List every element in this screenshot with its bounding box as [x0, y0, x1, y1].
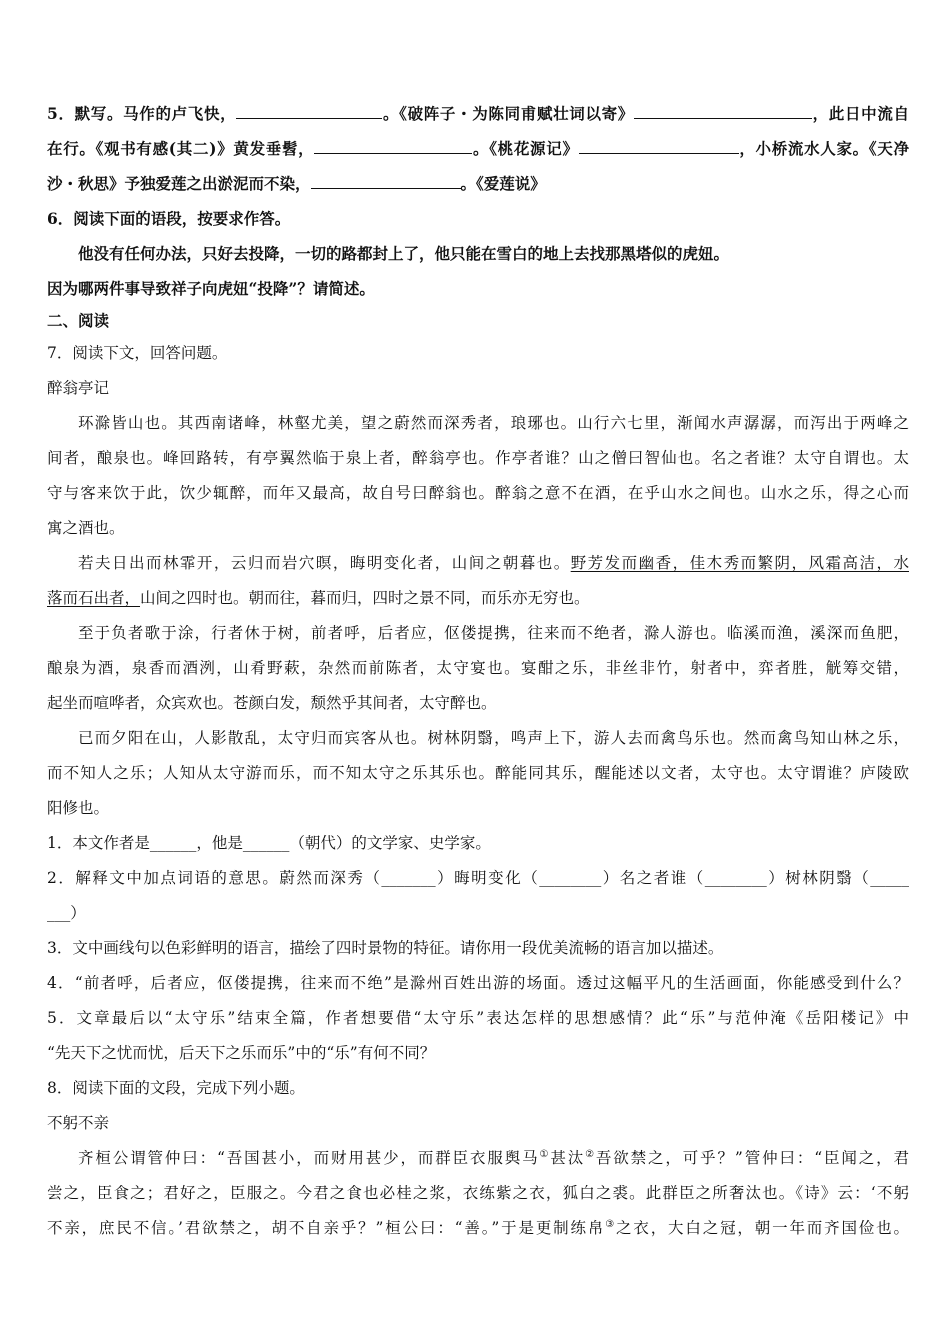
underlined-sentence: 落而石出者， [47, 589, 141, 607]
q8-text: 甚汰 [550, 1149, 586, 1167]
footnote-marker: ① [539, 1148, 551, 1160]
fill-blank[interactable] [236, 101, 382, 119]
q5-text: 5．默写。马作的卢飞快， [47, 104, 237, 123]
q6-prompt: 6．阅读下面的语段，按要求作答。 [47, 209, 291, 228]
q5-text: 在行。《观书有感(其二)》黄发垂髫， [47, 139, 315, 158]
q8-text: 齐桓公谓管仲曰：“吾国甚小，而财用甚少，而群臣衣服舆马 [78, 1149, 540, 1167]
q7-passage-title: 醉翁亭记 [47, 379, 110, 397]
q8-passage-title: 不躬不亲 [47, 1114, 110, 1132]
q5-text: 。《破阵子・为陈同甫赋壮词以寄》 [382, 104, 634, 123]
section-heading-reading: 二、阅读 [47, 311, 110, 330]
q5-text: 沙・秋思》予独爱莲之出淤泥而不染， [47, 174, 311, 193]
fill-blank[interactable] [311, 171, 461, 189]
q7-p2-line-1 [47, 546, 909, 581]
q8-line-2: 尝之，臣食之；君好之，臣服之。今君之食也必桂之浆，衣练紫之衣，狐白之裘。此群臣之所奢汰也。《诗》云：‘不躬 [47, 1184, 909, 1202]
underlined-sentence: 野芳发而幽香，佳木秀而繁阴，风霜高洁，水 [570, 554, 909, 572]
q8-prompt: 8．阅读下面的文段，完成下列小题。 [47, 1079, 305, 1097]
q8-text: 吾欲禁之，可乎？”管仲曰：“臣闻之，君 [595, 1149, 909, 1167]
q8-line-1 [47, 1141, 909, 1176]
q8-text: 不亲，庶民不信。’君欲禁之，胡不自亲乎？”桓公曰：“善。”于是更制练帛 [47, 1219, 606, 1237]
q5-line-1 [47, 96, 909, 131]
q7-subquestion-5: 5．文章最后以“太守乐”结束全篇，作者想要借“太守乐”表达怎样的思想感情？此“乐”与范仲淹《岳阳楼记》中 [47, 1009, 909, 1027]
q7-p3-line: 酿泉为酒，泉香而酒洌，山肴野蔌，杂然而前陈者，太守宴也。宴酣之乐，非丝非竹，射者中，弈者胜，觥筹交错， [47, 659, 909, 677]
footnote-marker: ③ [605, 1218, 617, 1230]
q5-text: ，小桥流水人家。《天净 [738, 139, 909, 158]
q6-question: 因为哪两件事导致祥子向虎妞“投降”？请简述。 [47, 279, 375, 298]
q7-p1-line: 寓之酒也。 [47, 519, 125, 537]
q7-subquestion-1: 1．本文作者是______，他是______（朝代）的文学家、史学家。 [47, 834, 491, 852]
q7-p1-line: 守与客来饮于此，饮少辄醉，而年又最高，故自号曰醉翁也。醉翁之意不在酒，在乎山水之间也。山水之乐，得之心而 [47, 484, 909, 502]
q7-subquestion-3: 3．文中画线句以色彩鲜明的语言，描绘了四时景物的特征。请你用一段优美流畅的语言加以描述。 [47, 939, 724, 957]
q7-prompt: 7．阅读下文，回答问题。 [47, 344, 228, 362]
fill-blank[interactable] [634, 101, 812, 119]
q5-line-2 [47, 131, 909, 166]
q7-p1-line: 环滁皆山也。其西南诸峰，林壑尤美，望之蔚然而深秀者，琅琊也。山行六七里，渐闻水声潺潺，而泻出于两峰之 [78, 414, 909, 432]
q5-text: 。《桃花源记》 [472, 139, 579, 158]
q5-text: ，此日中流自 [811, 104, 909, 123]
q7-p2-text: 若夫日出而林霏开，云归而岩穴暝，晦明变化者，山间之朝暮也。 [78, 554, 571, 572]
q7-p2-text: 山间之四时也。朝而往，暮而归，四时之景不同，而乐亦无穷也。 [140, 589, 590, 607]
exam-page [47, 96, 909, 1246]
q6-passage: 他没有任何办法，只好去投降，一切的路都封上了，他只能在雪白的地上去找那黑塔似的虎妞。 [78, 244, 730, 263]
q7-subquestion-5-cont: “先天下之忧而忧，后天下之乐而乐”中的“乐”有何不同？ [47, 1044, 436, 1062]
fill-blank[interactable] [314, 136, 472, 154]
q7-p1-line: 间者，酿泉也。峰回路转，有亭翼然临于泉上者，醉翁亭也。作亭者谁？山之僧曰智仙也。名之者谁？太守自谓也。太 [47, 449, 909, 467]
q5-line-3 [47, 166, 909, 201]
q8-text: 之衣，大白之冠，朝一年而齐国俭也。 [616, 1219, 909, 1237]
q7-subquestion-4: 4．“前者呼，后者应，伛偻提携，往来而不绝”是滁州百姓出游的场面。透过这幅平凡的生活画面，你能感受到什么？ [47, 974, 909, 992]
q7-subquestion-2: 2．解释文中加点词语的意思。蔚然而深秀（_______）晦明变化（________）名之者谁（________）树林阴翳（_____ [47, 869, 909, 887]
fill-blank[interactable] [579, 136, 739, 154]
q7-p3-line: 起坐而喧哗者，众宾欢也。苍颜白发，颓然乎其间者，太守醉也。 [47, 694, 497, 712]
q7-subquestion-2-cont: ___） [47, 904, 86, 922]
footnote-marker: ② [585, 1148, 596, 1160]
q5-text: 。《爱莲说》 [460, 174, 546, 193]
q7-p4-line: 而不知人之乐；人知从太守游而乐，而不知太守之乐其乐也。醉能同其乐，醒能述以文者，太守也。太守谓谁？庐陵欧 [47, 764, 909, 782]
q7-p3-line: 至于负者歌于涂，行者休于树，前者呼，后者应，伛偻提携，往来而不绝者，滁人游也。临溪而渔，溪深而鱼肥， [78, 624, 909, 642]
q7-p2-line-2 [47, 581, 909, 616]
q7-p4-line: 已而夕阳在山，人影散乱，太守归而宾客从也。树林阴翳，鸣声上下，游人去而禽鸟乐也。然而禽鸟知山林之乐， [78, 729, 909, 747]
q8-line-3 [47, 1211, 909, 1246]
q7-p4-line: 阳修也。 [47, 799, 110, 817]
